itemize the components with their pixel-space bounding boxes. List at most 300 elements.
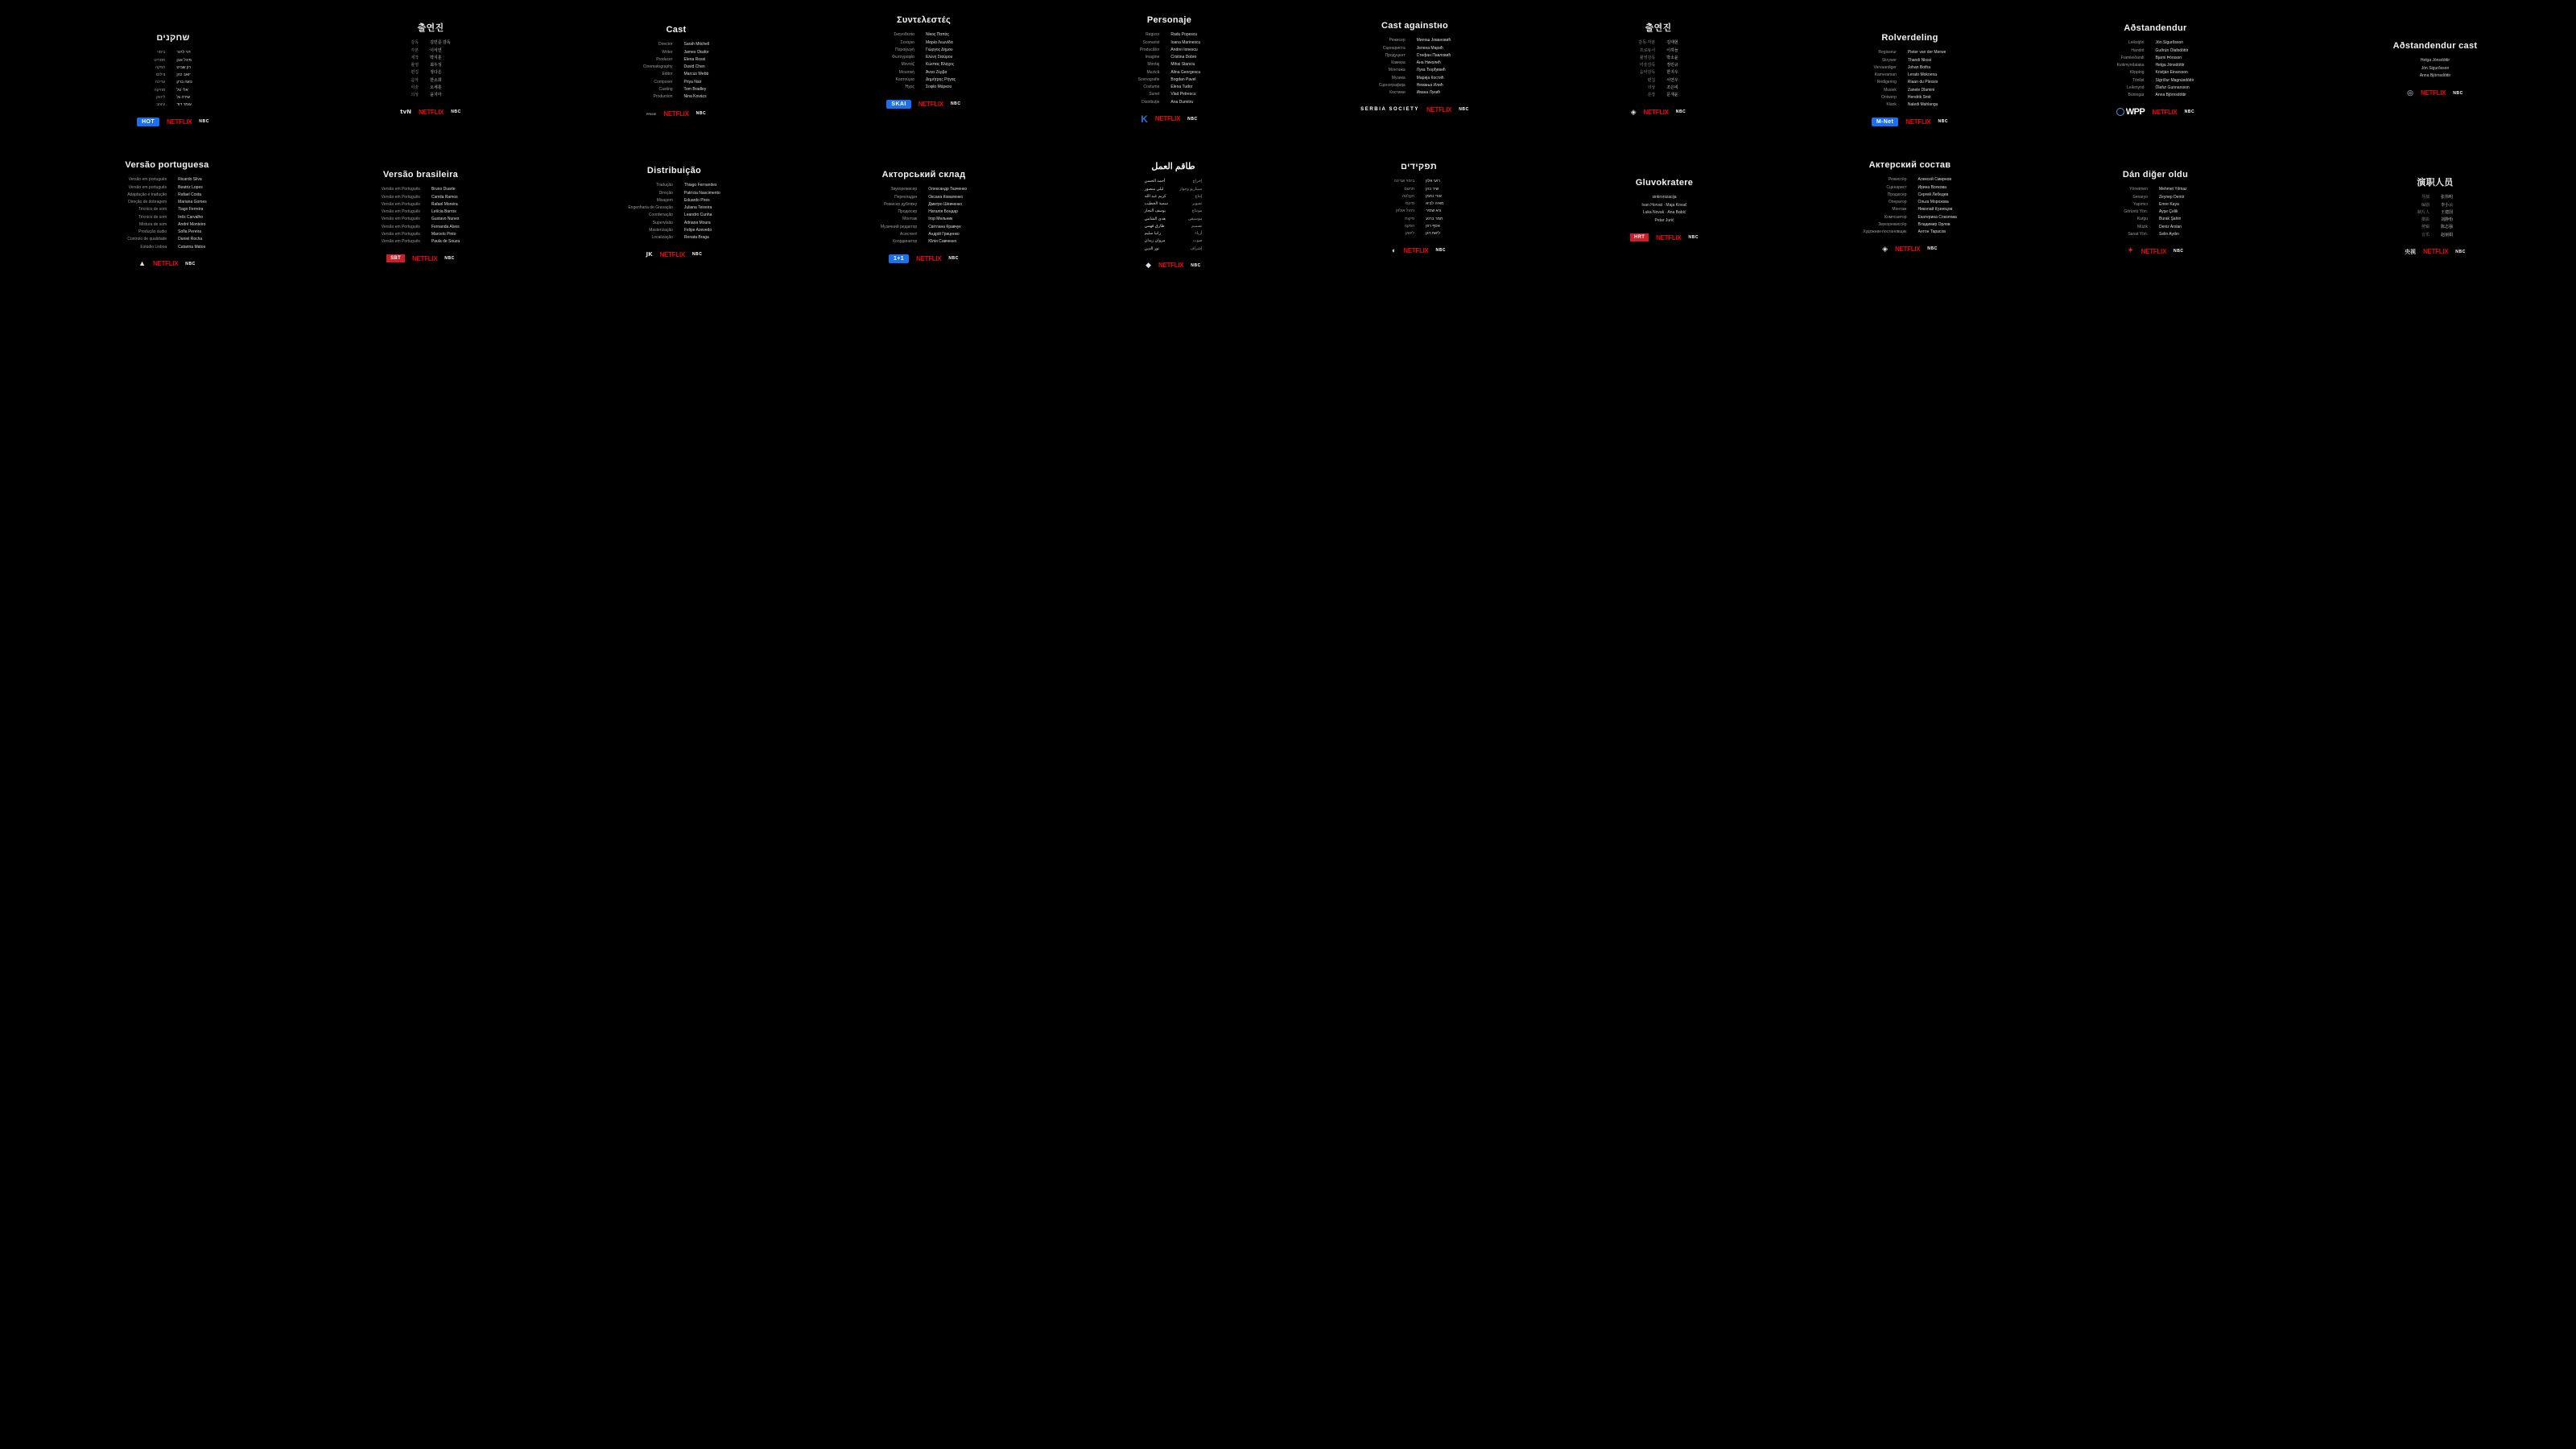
credit-role: Localização (651, 235, 673, 241)
logo-row (2359, 88, 2512, 99)
credits-card (837, 169, 1010, 264)
credit-role: הקלטה (1402, 193, 1415, 199)
credit-role: 音乐 (2421, 232, 2429, 237)
logo-row (1087, 260, 1260, 271)
credit-person: Mehmet Yılmaz (2159, 187, 2187, 192)
netflix-logo: NETFLIX (2420, 89, 2446, 97)
nbc-logo: NBC (2184, 109, 2195, 115)
credit-role: Producător (1139, 47, 1160, 52)
credit-person: 한지우 (1666, 70, 1678, 76)
credit-person: Elena Rossi (683, 56, 706, 62)
credits-card (1823, 159, 1996, 254)
nbc-logo: NBC (1927, 246, 1938, 252)
credit-person: Ayşe Çelik (2159, 209, 2178, 215)
credits-card (2069, 23, 2242, 118)
nbc-logo: NBC (185, 261, 196, 266)
credit-person: Стефан Павловић (1416, 52, 1451, 58)
credit-role: פיקוח (1405, 216, 1415, 221)
credit-columns (1087, 178, 1260, 253)
role-column (628, 182, 673, 242)
credit-role: Müzik (2136, 224, 2148, 229)
netflix-logo: NETFLIX (1154, 115, 1181, 123)
role-column (2117, 39, 2145, 99)
credit-role: Vervaardiger (1873, 64, 1897, 70)
credit-person: 陈志强 (2441, 225, 2454, 230)
credit-role: Σκηνοθεσία (894, 32, 914, 38)
logo-row (1578, 232, 1751, 243)
credit-person: Ирина Волкова (1918, 184, 1946, 190)
credit-role: Framleiðandi (2120, 55, 2145, 60)
credit-person: גיא שמיר (1426, 208, 1442, 214)
credit-role: Монтаж (902, 217, 918, 222)
credit-role: Художник-постановщик (1863, 229, 1907, 235)
credit-role: Продуцент (1385, 52, 1406, 58)
credit-role: Production (653, 94, 673, 100)
credit-columns (837, 186, 1010, 246)
credit-role: Búningar (2128, 93, 2145, 98)
credit-person: יואב כהן (176, 72, 191, 78)
credit-person: מיכל אבן (176, 57, 192, 63)
netflix-logo: NETFLIX (2423, 248, 2449, 256)
nbc-logo: NBC (1187, 116, 1198, 122)
logo-row (2359, 246, 2512, 258)
credit-columns (89, 49, 258, 109)
credit-line: Jón Sigurðsson (2421, 65, 2450, 71)
credit-role: Оператор (1888, 200, 1907, 205)
credit-role: Coordenação (648, 213, 673, 218)
credit-role: Skrywer (1881, 57, 1897, 63)
credit-person: Letícia Barros (431, 209, 456, 215)
role-column (643, 41, 673, 101)
credit-role: Режиссёр (1888, 177, 1907, 183)
credit-role: سيناريو وحوار (1179, 186, 1203, 192)
netflix-logo: NETFLIX (412, 254, 438, 262)
role-column (2124, 186, 2148, 238)
credit-person: رانيا سليم (1144, 231, 1161, 237)
credit-role: Μοντάζ (901, 62, 914, 68)
credit-person: Лука Ђорђевић (1416, 68, 1446, 73)
credit-person: Zeynep Demir (2159, 194, 2185, 200)
credit-role: Scenarist (1142, 39, 1160, 45)
broadcaster-logo: HOT (137, 117, 159, 126)
logo-row (2069, 246, 2242, 257)
credit-person: هدى الشامي (1144, 216, 1166, 221)
credit-person: Juliana Teixeira (683, 205, 712, 211)
credit-role: Сценографија (1378, 82, 1406, 88)
credit-person: André Monteiro (178, 221, 206, 227)
person-column (928, 186, 967, 246)
credit-person: Bruno Duarte (431, 187, 456, 192)
credit-role: 编剧 (2421, 202, 2429, 208)
logo-row (346, 106, 515, 118)
credit-role: Асистент (900, 231, 918, 237)
credit-role: מוזיקה (154, 87, 166, 93)
credit-role: Versão em português (128, 184, 167, 190)
nbc-logo: NBC (696, 111, 707, 117)
role-column (1394, 178, 1414, 237)
credit-person: Gustavo Nunes (431, 217, 460, 222)
credit-person: Μαρία Λεωνίδα (925, 39, 953, 45)
credit-line: Anna Björnsdóttir (2419, 73, 2451, 79)
person-column (1417, 37, 1451, 97)
card-title: Versão brasileira (382, 170, 459, 180)
credit-person: Антон Тарасов (1918, 229, 1946, 235)
credit-person: Николай Кузнецов (1918, 207, 1953, 213)
credit-role: Yönetmen (2129, 187, 2148, 192)
credit-role: Musiek (1884, 87, 1897, 93)
credit-role: 제작 (411, 55, 419, 60)
credits-card (80, 159, 254, 270)
credit-role: Режисер дубляжу (884, 201, 918, 207)
broadcaster-logo: SERBIA SOCIETY (1360, 107, 1419, 113)
broadcaster-logo: K (1141, 113, 1148, 125)
credit-role: Kameraman (1874, 72, 1897, 78)
credit-role: إخراج (1192, 179, 1203, 184)
credit-role: Ήχος (905, 85, 914, 90)
credit-person: Vlad Petrescu (1170, 92, 1196, 97)
credit-role: Estúdio Lisboa (140, 244, 167, 250)
credit-person: ليلى منصور (1144, 186, 1164, 192)
credit-role: Μουσική (898, 69, 914, 75)
credit-role: Versão em Português (381, 231, 420, 237)
credit-person: Thandi Nkosi (1907, 57, 1932, 63)
credit-person: Adriana Moura (683, 220, 711, 225)
person-column (1145, 178, 1168, 253)
credit-person: 한소희 (430, 77, 442, 83)
credit-columns (1823, 176, 1996, 236)
credit-person: Mariana Gomes (178, 200, 207, 205)
credits-card (346, 23, 515, 118)
netflix-logo: NETFLIX (1895, 245, 1921, 253)
credit-person: Paula de Souza (431, 239, 460, 245)
credit-person: 김태현 (1666, 40, 1678, 46)
credit-role: Монтаж (1892, 207, 1907, 213)
credit-role: Монтажа (1388, 68, 1406, 73)
credit-person: مروان زيدان (1144, 238, 1166, 244)
logo-row (2069, 106, 2242, 118)
nbc-logo: NBC (948, 256, 959, 262)
netflix-logo: NETFLIX (1643, 108, 1669, 116)
credit-role: 导演 (2421, 195, 2429, 200)
credit-role: 음악감독 (1639, 70, 1656, 76)
credit-person: Helga Jónsdóttir (2155, 63, 2185, 68)
nbc-logo: NBC (2173, 249, 2184, 254)
credit-role: 음악 (411, 77, 419, 83)
nbc-logo: NBC (1938, 119, 1949, 125)
card-title: 출연진 (417, 23, 444, 33)
credit-person: אסף רוזן (1426, 223, 1440, 229)
credit-person: Κώστας Βλάχος (925, 62, 955, 68)
credits-card (588, 165, 761, 260)
netflix-logo: NETFLIX (918, 100, 943, 108)
credit-role: תסריט (154, 57, 166, 63)
credit-role: Tradução (655, 183, 673, 188)
credit-person: Inês Carvalho (178, 214, 204, 220)
credit-role: موسيقى (1187, 216, 1203, 221)
credit-role: 편집 (1647, 77, 1656, 83)
credit-role: Versão em Português (381, 194, 420, 200)
netflix-logo: NETFLIX (1656, 233, 1682, 242)
credit-person: Kristján Einarsson (2155, 70, 2188, 76)
credit-person: Δημήτρης Ρήγας (925, 76, 956, 82)
role-column (1638, 39, 1655, 99)
role-column (881, 186, 917, 246)
card-title: Dán diğer oldu (2122, 170, 2189, 180)
role-column (127, 176, 167, 251)
credit-role: Supervisão (652, 220, 673, 225)
credit-person: 박소윤 (1666, 55, 1678, 60)
credit-role: ניהול אולפן (1396, 208, 1415, 214)
credit-person: Marcus Webb (683, 72, 709, 77)
credit-role: Casting (658, 86, 673, 92)
credits-card (1332, 161, 1505, 256)
netflix-logo: NETFLIX (663, 109, 689, 118)
person-column (1908, 49, 1946, 109)
credit-person: 서연우 (1666, 77, 1678, 83)
credits-card (1087, 161, 1260, 271)
credit-person: Naledi Mahlangu (1907, 102, 1938, 108)
netflix-logo: NETFLIX (1158, 262, 1184, 270)
credit-person: 오세훈 (430, 85, 442, 90)
logo-row (1083, 114, 1256, 125)
credit-columns (1083, 31, 1256, 106)
credit-role: הפקה (1404, 223, 1415, 229)
person-column (430, 39, 451, 99)
credit-role: Tónlist (2132, 77, 2145, 83)
broadcaster-logo: ◈ (1882, 244, 1889, 253)
credit-person: Mihai Stanciu (1170, 62, 1195, 68)
credit-person: Camila Ramos (431, 194, 458, 200)
card-title: Актерский состав (1868, 160, 1951, 170)
credit-person: Tom Bradley (683, 86, 707, 92)
credit-columns (346, 39, 515, 99)
credit-role: Ontwerp (1881, 94, 1897, 100)
broadcaster-logo: ◈ (1630, 107, 1637, 116)
netflix-logo: NETFLIX (153, 260, 179, 268)
credit-role: 프로듀서 (1639, 47, 1656, 53)
card-title: Distribuição (646, 166, 702, 175)
nbc-logo: NBC (2453, 90, 2463, 96)
card-title: Versão portuguesa (125, 160, 209, 170)
credit-person: Radu Popescu (1170, 32, 1198, 38)
credits-card (2359, 40, 2512, 99)
broadcaster-logo: 1+1 (889, 254, 909, 263)
person-column (1426, 178, 1443, 237)
credit-person: Немања Илић (1416, 82, 1443, 88)
credit-role: Продюсер (1887, 192, 1907, 197)
credit-person: Rafael Moreira (431, 201, 458, 207)
credit-person: Daniel Rocha (178, 237, 203, 242)
credit-role: Versão em Português (381, 217, 420, 222)
role-column (1138, 31, 1160, 106)
credit-role: Сценариста (1382, 45, 1406, 51)
logo-row (80, 258, 254, 270)
card-title: Rolverdeling (1881, 33, 1938, 43)
role-column (1863, 176, 1906, 236)
credit-role: 각본 (411, 47, 419, 53)
credit-role: Сценарист (1886, 184, 1907, 190)
credit-person: David Chen (683, 64, 705, 70)
credit-columns (588, 182, 761, 242)
credit-columns (1823, 49, 1996, 109)
credit-role: 制片人 (2417, 209, 2429, 215)
credit-role: 미술 (411, 85, 419, 90)
credit-person: Johan Botha (1907, 64, 1930, 70)
credit-person: Ioana Marinescu (1170, 39, 1201, 45)
credit-role: Editor (662, 72, 673, 77)
credit-person: Ана Николић (1416, 60, 1441, 66)
broadcaster-logo: SBT (386, 254, 405, 263)
credit-person: Jón Sigurðsson (2155, 40, 2184, 46)
person-column (1666, 39, 1678, 99)
credit-person: Ігор Мельник (928, 217, 953, 222)
logo-row (1823, 116, 1996, 127)
credit-role: תרגום (1404, 186, 1415, 192)
role-column (2417, 194, 2429, 239)
credit-role: Muzică (1146, 69, 1160, 75)
credit-role: Montaj (1147, 62, 1160, 68)
credit-role: Sanat Yön. (2128, 231, 2148, 237)
credit-person: תמר ברנע (1426, 216, 1443, 221)
credit-person: Γιώργος Δήμου (925, 47, 953, 52)
credit-person: 문재윤 (1666, 93, 1678, 98)
credit-role: מיקס (1406, 201, 1415, 207)
credit-role: Kurgu (2136, 217, 2148, 222)
credit-person: רועי אלון (1426, 179, 1440, 184)
credit-person: ליאת דגן (1426, 231, 1440, 237)
credit-person: Riaan du Plessis (1907, 80, 1938, 85)
credit-columns (1328, 37, 1501, 97)
credit-role: Técnico de som (138, 214, 167, 220)
nbc-logo: NBC (1191, 262, 1201, 268)
credits-card (1083, 14, 1256, 125)
credit-role: 의상 (1647, 85, 1656, 90)
credit-role: 편집 (411, 70, 419, 76)
credit-person: Sarah Mitchell (683, 42, 710, 47)
card-title: Συντελεστές (896, 15, 951, 25)
credits-card (592, 24, 761, 119)
nbc-logo: NBC (1688, 235, 1699, 241)
broadcaster-logo: 央视 (2405, 248, 2417, 255)
credit-columns (592, 41, 761, 101)
credit-person: 윤지아 (430, 93, 442, 98)
credit-role: ליהוק (156, 94, 166, 100)
credit-person: Сергей Лебедев (1918, 192, 1949, 197)
broadcaster-logo: ▲ (138, 259, 147, 268)
credit-person: 张伟明 (2441, 195, 2454, 200)
credit-person: 조은비 (1666, 85, 1678, 90)
credit-role: Σενάριο (900, 39, 914, 45)
credit-role: בימוי (157, 50, 166, 56)
credit-role: Φωτογραφία (891, 55, 914, 60)
broadcaster-logo: JK (646, 251, 653, 258)
credit-person: דני לרנר (176, 50, 191, 56)
credit-person: Elena Tudor (1170, 85, 1193, 90)
credit-role: Παραγωγή (895, 47, 914, 52)
netflix-logo: NETFLIX (659, 250, 685, 258)
credit-role: Versão em Português (381, 239, 420, 245)
credit-person: Patrícia Nascimento (683, 190, 720, 196)
credit-role: Камера (1391, 60, 1406, 66)
credit-person: Άννα Ζέρβα (925, 69, 947, 75)
credit-person: Eduardo Pires (683, 197, 710, 203)
credit-role: تصميم (1191, 223, 1203, 229)
credit-line: sinkronizacija (1652, 195, 1677, 200)
credit-line: Luka Novak · Ana Babić (1642, 210, 1686, 216)
credit-role: Versão em português (128, 177, 167, 183)
credit-role: Cinematography (642, 64, 673, 70)
credit-person: רון שביט (176, 64, 192, 70)
credit-role: 미술감독 (1639, 63, 1656, 68)
logo-row (1328, 104, 1501, 115)
person-column (2156, 39, 2194, 99)
card-title: Aðstandendur (2124, 23, 2187, 33)
credit-lines (1578, 194, 1751, 225)
credit-person: Јелена Марић (1416, 45, 1443, 51)
credit-person: Ana Dumitru (1170, 99, 1194, 105)
credit-person: Алексей Смирнов (1918, 177, 1952, 183)
credit-person: Світлана Кравчук (928, 224, 961, 229)
credit-role: Imagine (1145, 55, 1160, 60)
broadcaster-logo: M-Net (1872, 117, 1898, 126)
broadcaster-logo: ◆ (1146, 261, 1152, 270)
logo-row (837, 98, 1010, 109)
credit-person: Leandro Cunha (683, 213, 712, 218)
credit-role: Звукорежисер (890, 187, 918, 192)
credit-person: עומר דוד (176, 102, 192, 108)
credit-role: Versão em Português (381, 224, 420, 229)
credit-person: Renata Braga (683, 235, 709, 241)
credit-role: Sunet (1149, 92, 1160, 97)
credit-person: 정다은 (430, 70, 442, 76)
credit-person: Alina Georgescu (1170, 69, 1201, 75)
credit-role: Перекладач (894, 194, 918, 200)
credit-columns (2359, 194, 2512, 239)
credit-person: Оксана Коваленко (928, 194, 964, 200)
credit-person: Felipe Azevedo (683, 227, 712, 233)
credit-role: 剪辑 (2421, 225, 2429, 230)
credit-person: Σοφία Μάρκου (925, 85, 952, 90)
credit-person: 최우성 (430, 63, 442, 68)
credit-person: أحمد الحسن (1144, 179, 1166, 184)
credit-role: إشراف (1190, 246, 1203, 251)
credits-card (1328, 20, 1501, 115)
credit-person: 박지훈 (430, 55, 442, 60)
card-title: שחקנים (156, 33, 190, 43)
credit-role: Yapımcı (2133, 201, 2148, 207)
nbc-logo: NBC (444, 256, 455, 262)
credit-role: Görüntü Yön. (2124, 209, 2148, 215)
card-title: Cast (666, 25, 687, 35)
broadcaster-logo: SKAI (886, 99, 910, 109)
credit-person: Ελένη Σταύρου (925, 55, 953, 60)
credit-line: Petar Jurić (1654, 217, 1674, 223)
credit-person: Ольга Морозова (1918, 200, 1949, 205)
credit-person: Милош Јовановић (1416, 38, 1451, 43)
nbc-logo: NBC (199, 119, 209, 125)
credit-person: Bogdan Pavel (1170, 76, 1196, 82)
credit-person: Deniz Arslan (2159, 224, 2182, 229)
credit-role: Музика (1391, 75, 1406, 80)
credit-person: Sigríður Magnúsdóttir (2155, 77, 2194, 83)
logo-row (1332, 245, 1505, 256)
person-column (2159, 186, 2187, 238)
credit-person: מאיה לביא (1426, 201, 1444, 207)
role-column (411, 39, 419, 99)
role-column (892, 31, 914, 91)
credit-role: Técnico de som (138, 207, 167, 213)
credit-person: 刘静怡 (2441, 217, 2454, 223)
